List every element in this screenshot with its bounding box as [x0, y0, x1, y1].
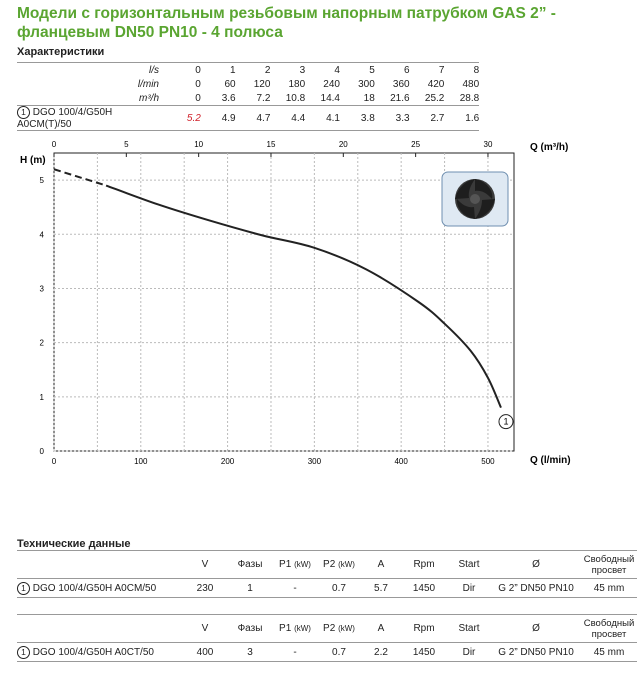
- y-tick-label: 1: [39, 392, 44, 402]
- header-start: Start: [458, 559, 480, 570]
- ticks: [40, 140, 496, 466]
- cell: 18: [340, 91, 375, 106]
- cell-rpm: 1450: [412, 646, 436, 658]
- cell: 1.6: [444, 106, 479, 131]
- cell: 120: [253, 78, 271, 90]
- header-a: A: [377, 623, 385, 634]
- cell-p1: -: [293, 582, 297, 594]
- tech-table-2: [17, 614, 637, 662]
- cell: 360: [392, 78, 410, 90]
- cell: 28.8: [444, 91, 479, 106]
- model-cell: [17, 106, 166, 131]
- cell-p2: 0.7: [332, 646, 346, 658]
- cell-a: 5.7: [374, 582, 388, 594]
- table-row-model: [17, 106, 479, 131]
- model-cell: [17, 643, 183, 662]
- header-phases: Фазы: [237, 623, 263, 634]
- cell: 60: [224, 78, 236, 90]
- bottom-axis-label: Q (l/min): [530, 455, 571, 466]
- performance-table: [17, 62, 479, 131]
- curve-label: [499, 415, 513, 429]
- model-name: DGO 100/4/G50H A0CM/50: [32, 582, 157, 594]
- cell: 5.2: [166, 106, 201, 131]
- y-axis-label: H (m): [20, 155, 46, 166]
- top-axis-label: Q (m³/h): [530, 142, 569, 153]
- top-tick-label: 5: [124, 140, 129, 149]
- model-name: DGO 100/4/G50H A0CT/50: [32, 646, 154, 658]
- model-cell: [17, 579, 183, 598]
- header-free-passage: Свободный просвет: [583, 553, 635, 576]
- cell: 3: [270, 63, 305, 78]
- cell: 2: [236, 63, 271, 78]
- page-title: Модели с горизонтальным резьбовым напорным патрубком GAS 2” - фланцевым DN50 PN10 - 4 полюса: [17, 5, 556, 41]
- cell-a: 2.2: [374, 646, 388, 658]
- header-p2-unit: (kW): [338, 560, 355, 569]
- cell: 4.9: [201, 106, 236, 131]
- cell: 4.1: [305, 106, 340, 131]
- cell: 0: [195, 78, 201, 90]
- curve-number-badge: 1: [17, 646, 30, 659]
- cell: 4.4: [270, 106, 305, 131]
- bottom-tick-label: 400: [394, 457, 408, 466]
- cell: 1: [201, 63, 236, 78]
- cell: 21.6: [375, 91, 410, 106]
- cell-diameter: G 2” DN50 PN10: [498, 646, 574, 658]
- bottom-tick-label: 500: [481, 457, 495, 466]
- cell: 6: [375, 63, 410, 78]
- blank-cell: [17, 615, 183, 643]
- unit-label: m³/h: [17, 91, 166, 106]
- cell: 7: [410, 63, 445, 78]
- cell: 3.3: [375, 106, 410, 131]
- y-tick-label: 3: [39, 284, 44, 294]
- cell: 420: [427, 78, 445, 90]
- bottom-tick-label: 100: [134, 457, 148, 466]
- header-p2-text: P2: [323, 623, 336, 634]
- header-p1: [273, 551, 317, 579]
- blank-cell: [17, 551, 183, 579]
- cell-start: Dir: [462, 646, 476, 658]
- top-tick-label: 20: [338, 140, 348, 149]
- header-diameter: Ø: [532, 559, 540, 570]
- header-phases: Фазы: [237, 559, 263, 570]
- cell-start: Dir: [462, 582, 476, 594]
- top-tick-label: 10: [194, 140, 204, 149]
- unit-label: l/min: [137, 78, 159, 90]
- curve-number-badge: 1: [17, 582, 30, 595]
- y-tick-label: 0: [39, 447, 44, 456]
- header-free-passage: Свободный просвет: [583, 617, 635, 640]
- table-row: [17, 63, 479, 78]
- bottom-tick-label: 300: [307, 457, 322, 466]
- cell-v: 400: [196, 646, 214, 658]
- table-row: [17, 91, 479, 106]
- cell: 2.7: [410, 106, 445, 131]
- cell: 8: [444, 63, 479, 78]
- header-rpm: Rpm: [413, 559, 435, 570]
- tech-row: [17, 643, 637, 662]
- cell: 180: [288, 78, 306, 90]
- top-tick-label: 0: [51, 140, 57, 149]
- bottom-tick-label: 200: [220, 457, 235, 466]
- unit-label: l/s: [17, 63, 166, 78]
- cell: 3.6: [201, 91, 236, 106]
- cell: 14.4: [305, 91, 340, 106]
- cell: 3.8: [340, 106, 375, 131]
- cell: 7.2: [236, 91, 271, 106]
- top-tick-label: 15: [266, 140, 276, 149]
- cell-free-passage: 45 mm: [593, 646, 625, 658]
- curve-dashed-segment: [54, 169, 106, 185]
- header-p1-text: P1: [279, 559, 292, 570]
- tech-table-1: [17, 550, 637, 598]
- cell-p2: 0.7: [332, 582, 346, 594]
- curve-number-badge: 1: [17, 106, 30, 119]
- top-tick-label: 30: [483, 140, 493, 149]
- impeller-icon: [442, 172, 508, 226]
- header-p1-unit: (kW): [294, 624, 311, 633]
- header-p2: [317, 615, 361, 643]
- cell: 4.7: [236, 106, 271, 131]
- performance-chart: [0, 135, 640, 475]
- model-name: DGO 100/4/G50H A0CM(T)/50: [17, 107, 113, 130]
- cell: 300: [358, 78, 375, 90]
- cell-p1: -: [293, 646, 297, 658]
- cell: 4: [305, 63, 340, 78]
- cell-diameter: G 2” DN50 PN10: [498, 582, 574, 594]
- y-tick-label: 4: [39, 230, 44, 240]
- cell-phases: 3: [247, 646, 253, 658]
- header-p1: [273, 615, 317, 643]
- cell: 0: [166, 63, 201, 78]
- header-a: A: [377, 559, 385, 570]
- tech-row: [17, 579, 637, 598]
- bottom-tick-label: 0: [51, 457, 57, 466]
- header-p1-text: P1: [279, 623, 292, 634]
- cell-phases: 1: [247, 582, 253, 594]
- header-p2-text: P2: [323, 559, 336, 570]
- y-tick-label: 2: [39, 338, 44, 348]
- characteristics-label: Характеристики: [17, 46, 105, 58]
- cell: 25.2: [410, 91, 445, 106]
- header-diameter: Ø: [532, 623, 540, 634]
- curve-label-text: 1: [503, 416, 509, 427]
- table-row: [17, 77, 479, 91]
- header-p2-unit: (kW): [338, 624, 355, 633]
- cell: 10.8: [270, 91, 305, 106]
- cell: 240: [323, 78, 340, 90]
- cell: 480: [462, 78, 480, 90]
- header-rpm: Rpm: [413, 623, 435, 634]
- cell: 5: [340, 63, 375, 78]
- top-tick-label: 25: [411, 140, 421, 149]
- cell-free-passage: 45 mm: [593, 582, 625, 594]
- tech-header-row: [17, 551, 637, 579]
- tech-header-row: [17, 615, 637, 643]
- header-p1-unit: (kW): [294, 560, 311, 569]
- cell-v: 230: [196, 582, 214, 594]
- cell-rpm: 1450: [412, 582, 436, 594]
- header-v: V: [201, 623, 209, 634]
- header-start: Start: [458, 623, 480, 634]
- cell: 0: [166, 91, 201, 106]
- y-tick-label: 5: [39, 176, 44, 186]
- header-p2: [317, 551, 361, 579]
- tech-data-label: Технические данные: [17, 538, 131, 550]
- header-v: V: [201, 559, 209, 570]
